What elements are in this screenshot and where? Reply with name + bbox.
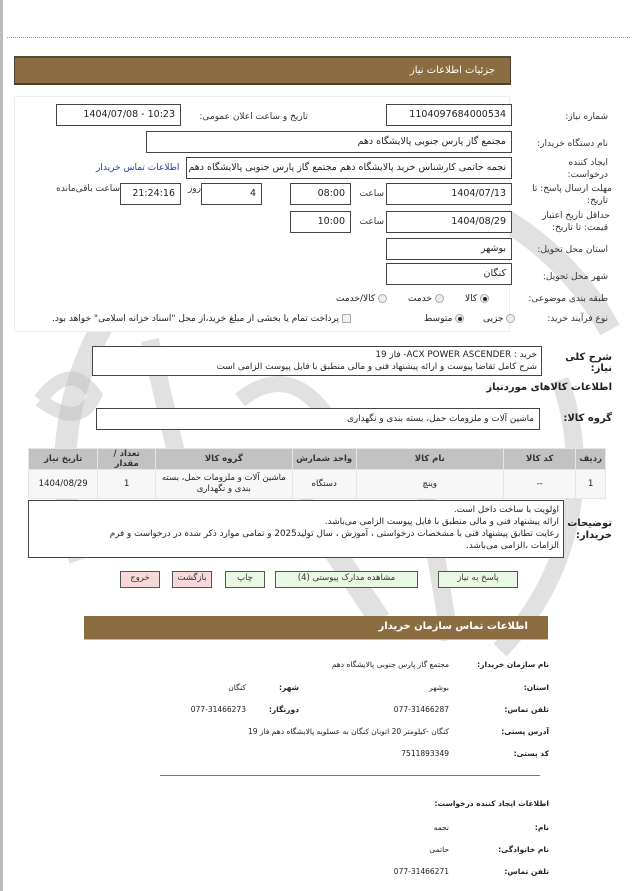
radio-service[interactable] — [435, 294, 444, 303]
buyer-org-field: مجتمع گاز پارس جنوبی پالایشگاه دهم — [146, 131, 512, 153]
contact-city: کنگان — [228, 683, 246, 692]
creator-last-name: حاتمی — [429, 845, 449, 854]
contact-province-label: استان: — [523, 683, 549, 692]
category-option-goods[interactable]: کالا — [465, 293, 489, 305]
validity-date-field: 1404/08/29 — [386, 211, 512, 233]
province-label: استان محل تحویل: — [537, 245, 608, 255]
category-option-service[interactable]: خدمت — [408, 293, 444, 305]
contact-title: اطلاعات تماس سازمان خریدار — [378, 621, 528, 632]
creator-phone: 077-31466271 — [393, 867, 449, 876]
validity-time-label: ساعت — [359, 217, 384, 227]
days-remaining-field: 4 — [201, 183, 262, 205]
contact-phone: 077-31466287 — [393, 705, 449, 714]
buyer-contact-link[interactable]: اطلاعات تماس خریدار — [96, 163, 180, 173]
buyer-org-label: نام دستگاه خریدار: — [537, 139, 608, 149]
day-label: روز — [187, 184, 201, 194]
col-unit: واحد شمارش — [293, 449, 356, 469]
creator-field: نجمه حاتمی کارشناس خرید پالایشگاه دهم مجتمع گاز پارس جنوبی پالایشگاه دهم — [186, 157, 512, 179]
buyer-notes-label-2: خریدار: — [575, 530, 612, 541]
contact-fax-label: دورنگار: — [268, 705, 299, 714]
goods-section-title: اطلاعات کالاهای موردنیاز — [486, 382, 612, 393]
contact-city-label: شهر: — [279, 683, 299, 692]
province-field: بوشهر — [386, 238, 512, 260]
creator-label-1: ایجاد کننده — [568, 158, 608, 168]
goods-group-field: ماشین آلات و ملزومات حمل، بسته بندی و نگهداری — [96, 408, 540, 430]
left-border — [0, 0, 3, 891]
description-box — [92, 346, 542, 376]
cell-row: 1 — [576, 470, 605, 498]
hours-remaining-field: 21:24:16 — [120, 183, 181, 205]
process-option-minor[interactable]: جزیی — [483, 313, 515, 325]
col-row: ردیف — [576, 449, 605, 469]
col-code: کد کالا — [504, 449, 576, 469]
buyer-notes-line-4: الزامات ،الزامی می‌باشد. — [466, 541, 559, 551]
goods-table-header — [29, 449, 605, 469]
cell-group: ماشین آلات و ملزومات حمل، بسته بندی و نگهداری — [156, 470, 292, 498]
col-date: تاریخ نیاز — [29, 449, 97, 469]
deadline-date-field: 1404/07/13 — [386, 183, 512, 205]
creator-label-2: درخواست: — [567, 170, 608, 180]
process-option-medium[interactable]: متوسط — [424, 313, 464, 325]
creator-first-name-label: نام: — [534, 823, 549, 832]
validity-label-1: حداقل تاریخ اعتبار — [542, 211, 610, 221]
category-label: طبقه بندی موضوعی: — [528, 294, 608, 304]
creator-first-name: نجمه — [433, 823, 449, 832]
need-number-field: 1104097684000534 — [386, 104, 512, 126]
description-line-2: شرح کامل تقاضا پیوست و ارائه پیشنهاد فنی و مالی منطبق با فایل پیوست الزامی است — [216, 362, 537, 372]
contact-divider — [160, 775, 540, 776]
buyer-notes-label-1: توضیحات — [567, 518, 612, 529]
contact-address: کنگان -کیلومتر 20 اتوبان کنگان به عسلویه پالایشگاه دهم فاز 19 — [247, 727, 449, 736]
cell-name: وینچ — [357, 470, 503, 498]
back-button[interactable]: بازگشت — [172, 571, 212, 588]
validity-time-field: 10:00 — [290, 211, 351, 233]
contact-province: بوشهر — [429, 683, 449, 692]
need-number-label: شماره نیاز: — [565, 112, 608, 122]
col-qty: تعداد / مقدار — [98, 449, 155, 469]
announce-label: تاریخ و ساعت اعلان عمومی: — [199, 112, 308, 122]
col-name: نام کالا — [357, 449, 503, 469]
buyer-notes-box — [28, 500, 564, 558]
contact-fax: 077-31466273 — [190, 705, 246, 714]
contact-org: مجتمع گاز پارس جنوبی پالایشگاه دهم — [331, 660, 449, 669]
cell-date: 1404/08/29 — [29, 470, 97, 498]
deadline-time-label: ساعت — [359, 189, 384, 199]
deadline-label-1: مهلت ارسال پاسخ: تا — [532, 184, 612, 194]
creator-phone-label: تلفن تماس: — [504, 867, 549, 876]
cell-qty: 1 — [98, 470, 155, 498]
creator-last-name-label: نام خانوادگی: — [498, 845, 549, 854]
contact-org-label: نام سازمان خریدار: — [477, 660, 549, 669]
goods-group-label: گروه کالا: — [563, 413, 612, 424]
treasury-option[interactable]: پرداخت تمام یا بخشی از مبلغ خرید،از محل "اسناد خزانه اسلامی" خواهد بود. — [52, 313, 351, 325]
radio-minor[interactable] — [506, 314, 515, 323]
view-attachments-button[interactable]: مشاهده مدارک پیوستی (4) — [275, 571, 418, 588]
exit-button[interactable]: خروج — [120, 571, 160, 588]
top-divider — [7, 37, 630, 38]
contact-header — [84, 616, 548, 640]
creator-info-title: اطلاعات ایجاد کننده درخواست: — [434, 799, 549, 808]
category-option-goods-service[interactable]: کالا/خدمت — [336, 293, 387, 305]
contact-postal: 7511893349 — [401, 749, 449, 758]
cell-code: -- — [504, 470, 576, 498]
reply-button[interactable]: پاسخ به نیاز — [438, 571, 518, 588]
radio-medium[interactable] — [455, 314, 464, 323]
deadline-time-field: 08:00 — [290, 183, 351, 205]
description-line-1: خرید : ACX POWER ASCENDER- فاز 19 — [375, 350, 537, 360]
buyer-notes-line-2: ارائه پیشنهاد فنی و مالی منطبق با فایل پیوست الزامی می‌باشد. — [324, 517, 559, 527]
buyer-notes-line-1: اولویت با ساخت داخل است. — [453, 505, 559, 515]
page-header — [14, 56, 511, 85]
deadline-label-2: تاریخ: — [587, 196, 608, 206]
description-label: شرح کلی نیاز: — [565, 352, 612, 374]
col-group: گروه کالا — [156, 449, 292, 469]
radio-goods-service[interactable] — [378, 294, 387, 303]
hours-remaining-label: ساعت باقی‌مانده — [56, 184, 120, 194]
buyer-notes-line-3: رعایت تطابق پیشنهاد فنی با مشخصات درخواستی ، آموزش ، سال تولید2025 و تمامی موارد ذکر شده در درخواست و فرم — [109, 529, 559, 539]
contact-postal-label: کد پستی: — [513, 749, 549, 758]
page-title: جزئیات اطلاعات نیاز — [409, 65, 495, 76]
announce-datetime-field: 1404/07/08 - 10:23 — [56, 104, 181, 126]
print-button[interactable]: چاپ — [225, 571, 265, 588]
treasury-checkbox[interactable] — [342, 314, 351, 323]
city-field: کنگان — [386, 263, 512, 285]
validity-label-2: قیمت: تا تاریخ: — [552, 223, 608, 233]
contact-phone-label: تلفن تماس: — [504, 705, 549, 714]
contact-address-label: آدرس پستی: — [501, 727, 549, 736]
radio-goods[interactable] — [480, 294, 489, 303]
goods-table — [28, 448, 606, 499]
table-row — [29, 470, 605, 498]
process-label: نوع فرآیند خرید: — [547, 314, 608, 324]
cell-unit: دستگاه — [293, 470, 356, 498]
city-label: شهر محل تحویل: — [542, 272, 608, 282]
